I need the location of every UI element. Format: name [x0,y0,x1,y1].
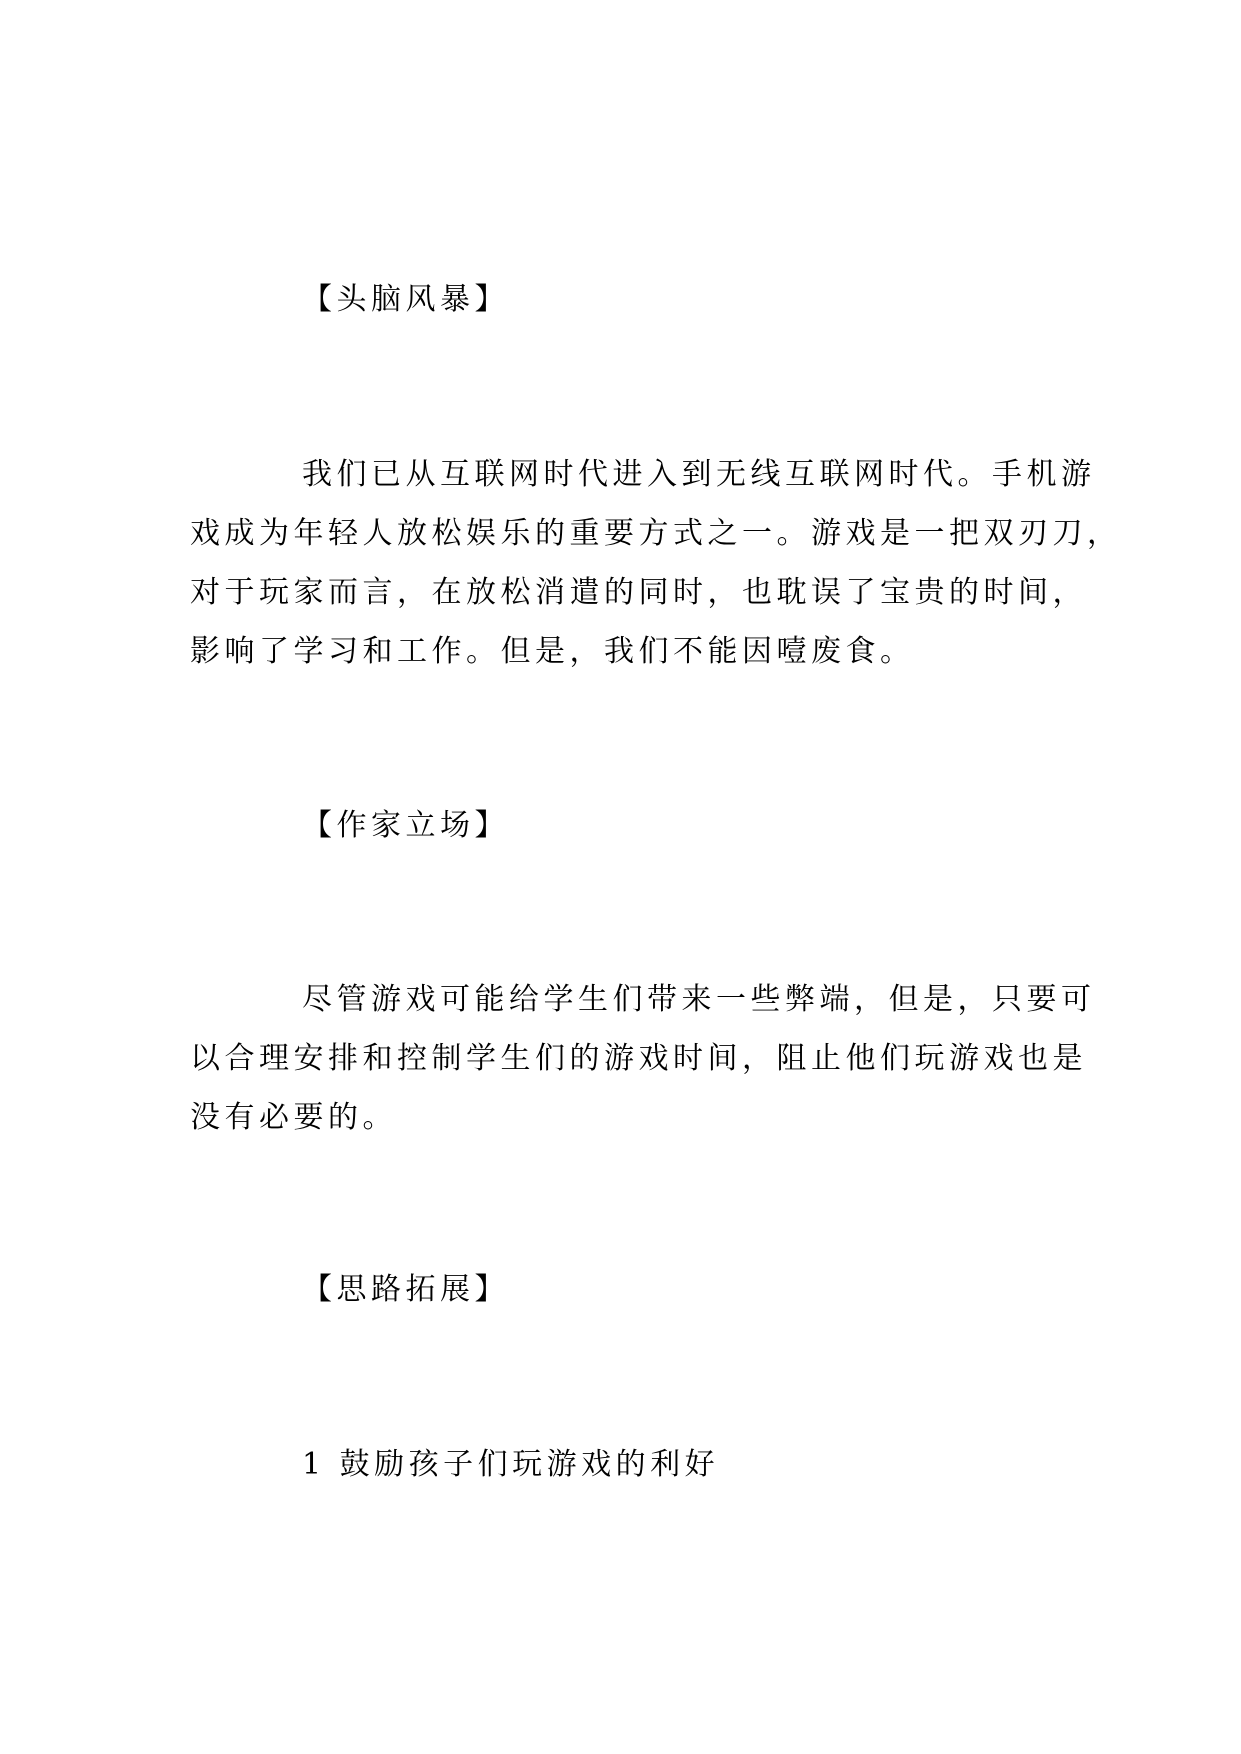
paragraph-line: 对于玩家而言，在放松消遣的同时，也耽误了宝贵的时间， [190,575,1087,610]
paragraph-line: 以合理安排和控制学生们的游戏时间，阻止他们玩游戏也是 [190,1041,1087,1076]
section-heading-author-position: 【作家立场】 [302,808,509,843]
section-heading-brainstorm: 【头脑风暴】 [302,282,509,317]
paragraph-line: 尽管游戏可能给学生们带来一些弊端，但是，只要可 [302,982,1096,1017]
paragraph-line: 影响了学习和工作。但是，我们不能因噎废食。 [190,634,915,669]
paragraph-line: 戏成为年轻人放松娱乐的重要方式之一。游戏是一把双刃刀， [190,516,1122,551]
list-item: 1 鼓励孩子们玩游戏的利好 [302,1447,720,1482]
paragraph-line: 没有必要的。 [190,1100,397,1135]
section-heading-idea-expansion: 【思路拓展】 [302,1272,509,1307]
paragraph-line: 我们已从互联网时代进入到无线互联网时代。手机游 [302,457,1096,492]
